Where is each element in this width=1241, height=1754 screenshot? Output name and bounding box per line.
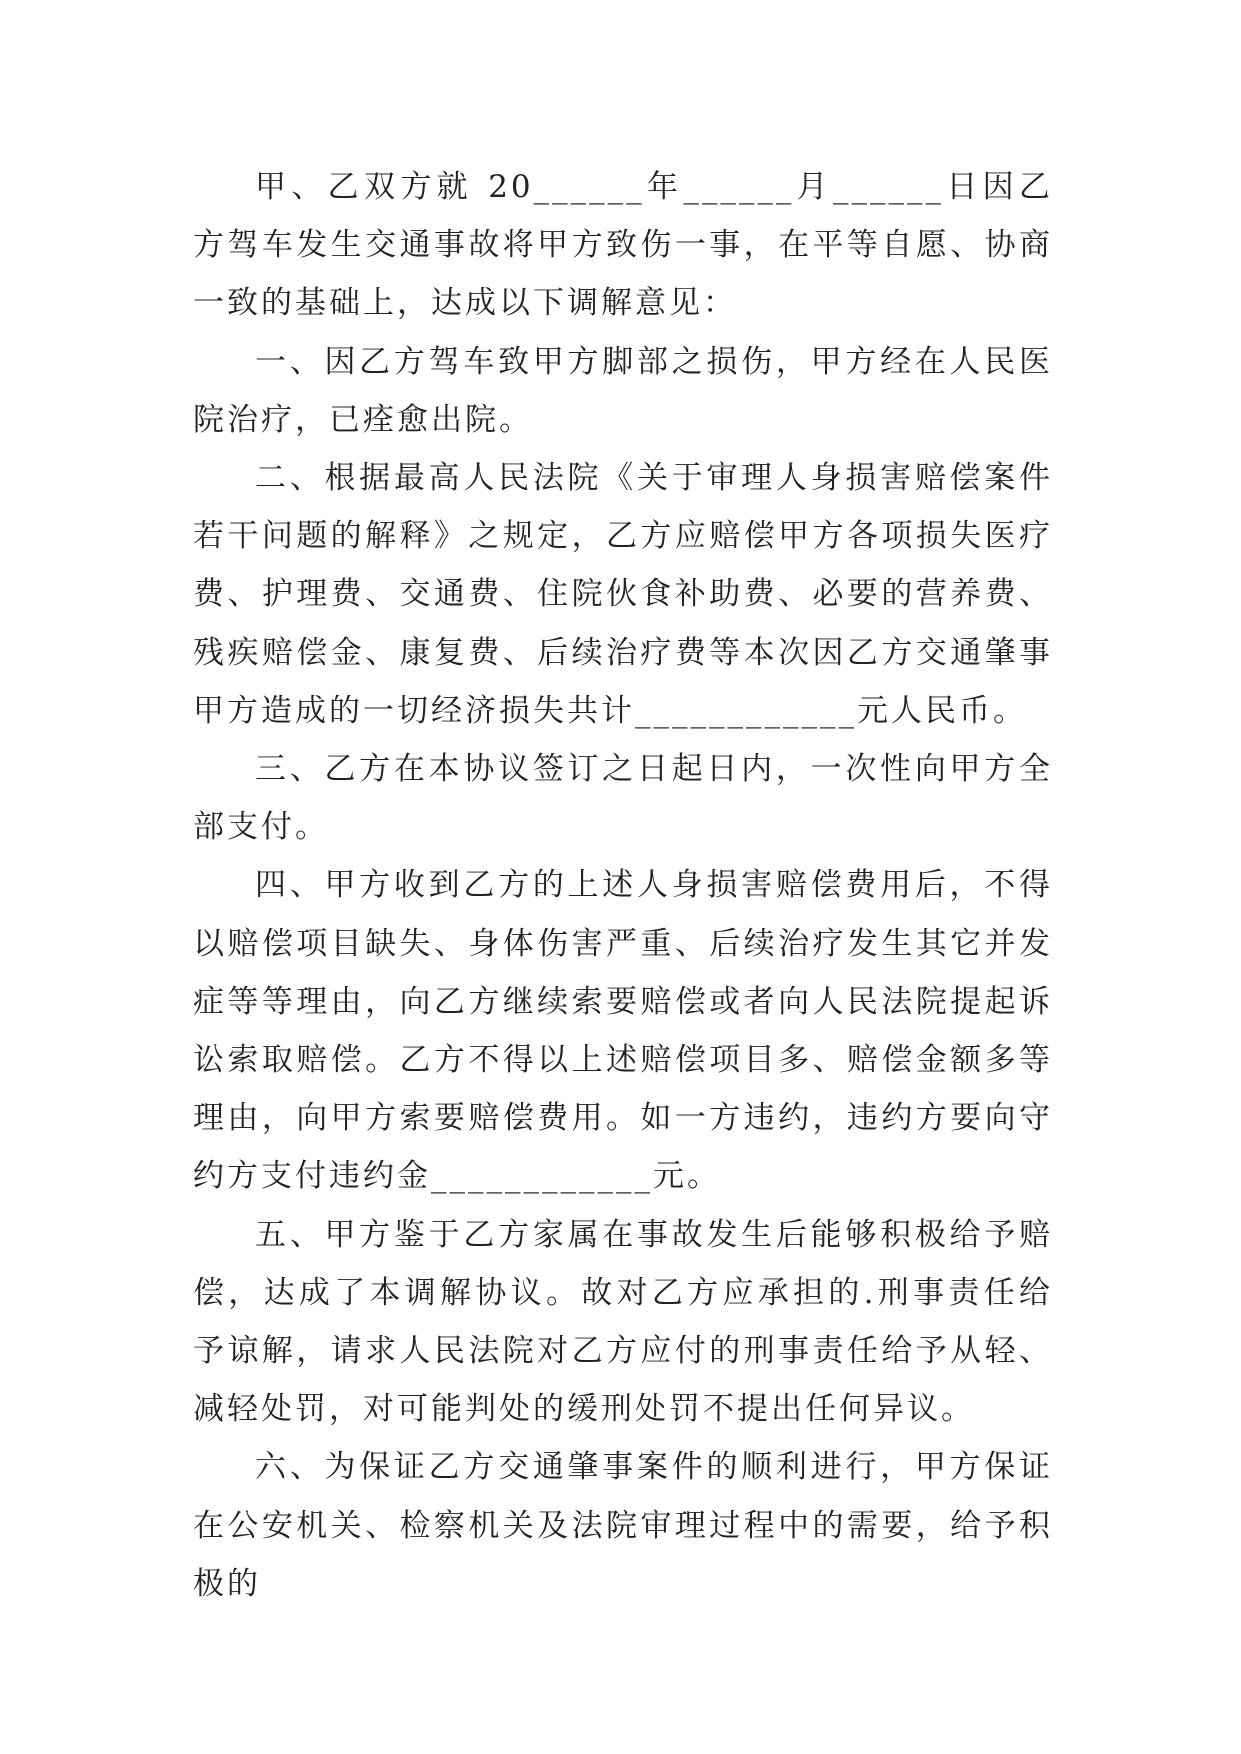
paragraph-clause-5	[193, 1206, 1053, 1439]
paragraph-clause-4	[193, 856, 1053, 1205]
paragraph-clause-2	[193, 449, 1053, 740]
year-blank: ______	[533, 169, 645, 205]
day-blank: ______	[833, 169, 944, 205]
paragraph-clause-1	[193, 333, 1053, 449]
paragraph-intro	[193, 158, 1053, 333]
month-label: 月	[794, 169, 833, 205]
paragraph-clause-6	[193, 1438, 1053, 1613]
total-amount-blank: ____________	[635, 692, 857, 729]
clause-3-text: 三、乙方在本协议签订之日起日内，一次性向甲方全部支付。	[193, 751, 1053, 846]
clause-2-unit: 元人民币。	[857, 692, 1027, 729]
agreement-body	[193, 158, 1053, 1613]
clause-4-text: 四、甲方收到乙方的上述人身损害赔偿费用后，不得以赔偿项目缺失、身体伤害严重、后续治疗发生其它并发症等等理由，向乙方继续索要赔偿或者向人民法院提起诉讼索取赔偿。乙方不得以上述赔偿项目多、赔偿金额多等理由，向甲方索要赔偿费用。如一方违约，违约方要向守约方支付违约金	[193, 867, 1053, 1195]
penalty-amount-blank: ____________	[431, 1158, 653, 1195]
intro-text-start: 甲、乙双方就 20	[255, 169, 534, 205]
paragraph-clause-3	[193, 740, 1053, 856]
intro-text-end: 日因乙方驾车发生交通事故将甲方致伤一事，在平等自愿、协商一致的基础上，达成以下调解意见：	[193, 169, 1054, 322]
year-label: 年	[644, 169, 684, 205]
clause-4-unit: 元。	[653, 1158, 721, 1195]
clause-2-text: 二、根据最高人民法院《关于审理人身损害赔偿案件若干问题的解释》之规定，乙方应赔偿甲方各项损失医疗费、护理费、交通费、住院伙食补助费、必要的营养费、残疾赔偿金、康复费、后续治疗费等本次因乙方交通肇事甲方造成的一切经济损失共计	[193, 460, 1053, 729]
clause-1-text: 一、因乙方驾车致甲方脚部之损伤，甲方经在人民医院治疗，已痊愈出院。	[193, 343, 1053, 438]
clause-6-text: 六、为保证乙方交通肇事案件的顺利进行，甲方保证在公安机关、检察机关及法院审理过程中的需要，给予积极的	[193, 1449, 1053, 1602]
clause-5-text: 五、甲方鉴于乙方家属在事故发生后能够积极给予赔偿，达成了本调解协议。故对乙方应承担的.刑事责任给予谅解，请求人民法院对乙方应付的刑事责任给予从轻、减轻处罚，对可能判处的缓刑处罚不提出任何异议。	[193, 1216, 1053, 1428]
month-blank: ______	[683, 169, 795, 205]
